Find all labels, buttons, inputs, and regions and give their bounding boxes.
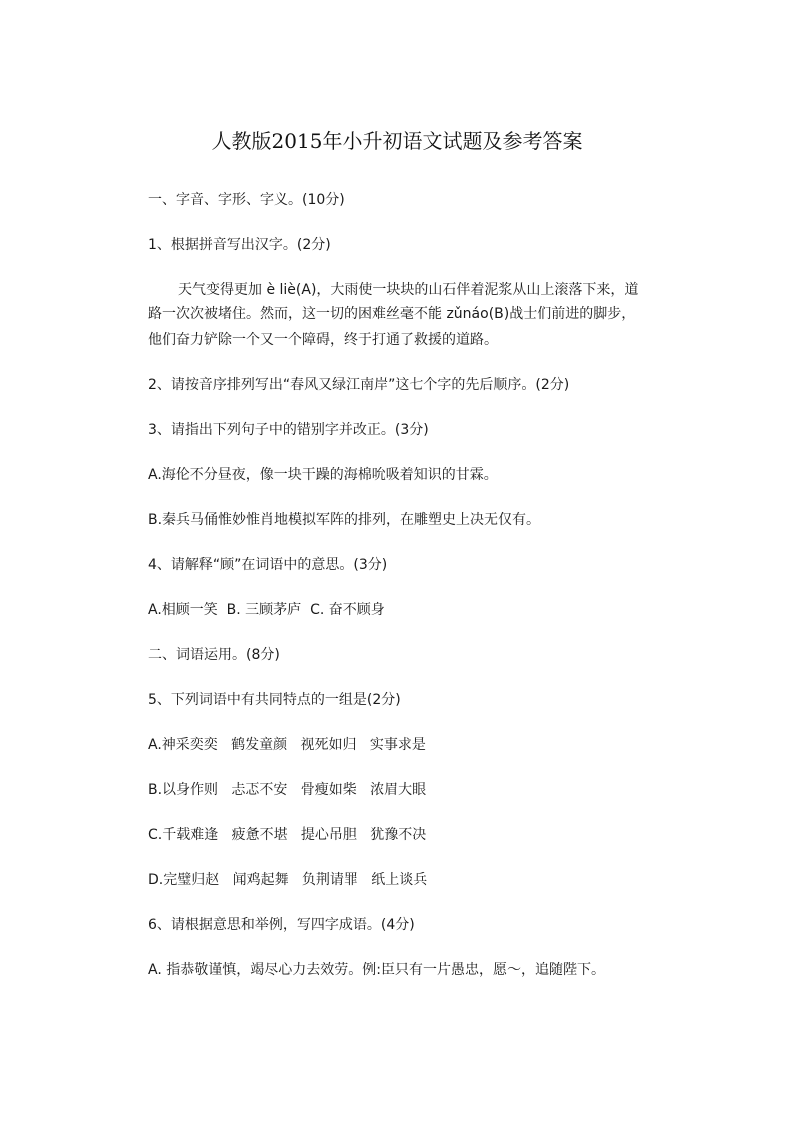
question-5-option-d: D.完璧归赵 闻鸡起舞 负荆请罪 纸上谈兵 bbox=[148, 872, 428, 888]
question-5: 5、下列词语中有共同特点的一组是(2分) bbox=[148, 692, 401, 708]
section-heading-2: 二、词语运用。(8分) bbox=[148, 647, 280, 663]
question-3: 3、请指出下列句子中的错别字并改正。(3分) bbox=[148, 422, 429, 438]
question-2: 2、请按音序排列写出“春风又绿江南岸”这七个字的先后顺序。(2分) bbox=[148, 377, 570, 393]
passage-line-1: 天气变得更加 è liè(A)，大雨使一块块的山石伴着泥浆从山上滚落下来，道 bbox=[178, 282, 639, 298]
question-4-options: A.相顾一笑 B. 三顾茅庐 C. 奋不顾身 bbox=[148, 602, 385, 618]
question-3-option-b: B.秦兵马俑惟妙惟肖地模拟军阵的排列，在雕塑史上决无仅有。 bbox=[148, 512, 541, 528]
question-6-option-a: A. 指恭敬谨慎，竭尽心力去效劳。例:臣只有一片愚忠，愿～，追随陛下。 bbox=[148, 962, 605, 978]
question-3-option-a: A.海伦不分昼夜，像一块干躁的海棉吮吸着知识的甘霖。 bbox=[148, 467, 498, 483]
passage-line-3: 他们奋力铲除一个又一个障碍，终于打通了救援的道路。 bbox=[148, 332, 498, 348]
question-4: 4、请解释“顾”在词语中的意思。(3分) bbox=[148, 557, 388, 573]
section-heading-1: 一、字音、字形、字义。(10分) bbox=[148, 192, 345, 208]
question-5-option-a: A.神采奕奕 鹤发童颜 视死如归 实事求是 bbox=[148, 737, 426, 753]
question-1: 1、根据拼音写出汉字。(2分) bbox=[148, 237, 331, 253]
question-5-option-c: C.千载难逢 疲惫不堪 提心吊胆 犹豫不决 bbox=[148, 827, 427, 843]
question-5-option-b: B.以身作则 忐忑不安 骨瘦如柴 浓眉大眼 bbox=[148, 782, 427, 798]
passage-line-2: 路一次次被堵住。然而，这一切的困难丝毫不能 zǔnáo(B)战士们前进的脚步， bbox=[148, 306, 636, 322]
page-title: 人教版2015年小升初语文试题及参考答案 bbox=[211, 129, 583, 153]
question-6: 6、请根据意思和举例，写四字成语。(4分) bbox=[148, 917, 415, 933]
